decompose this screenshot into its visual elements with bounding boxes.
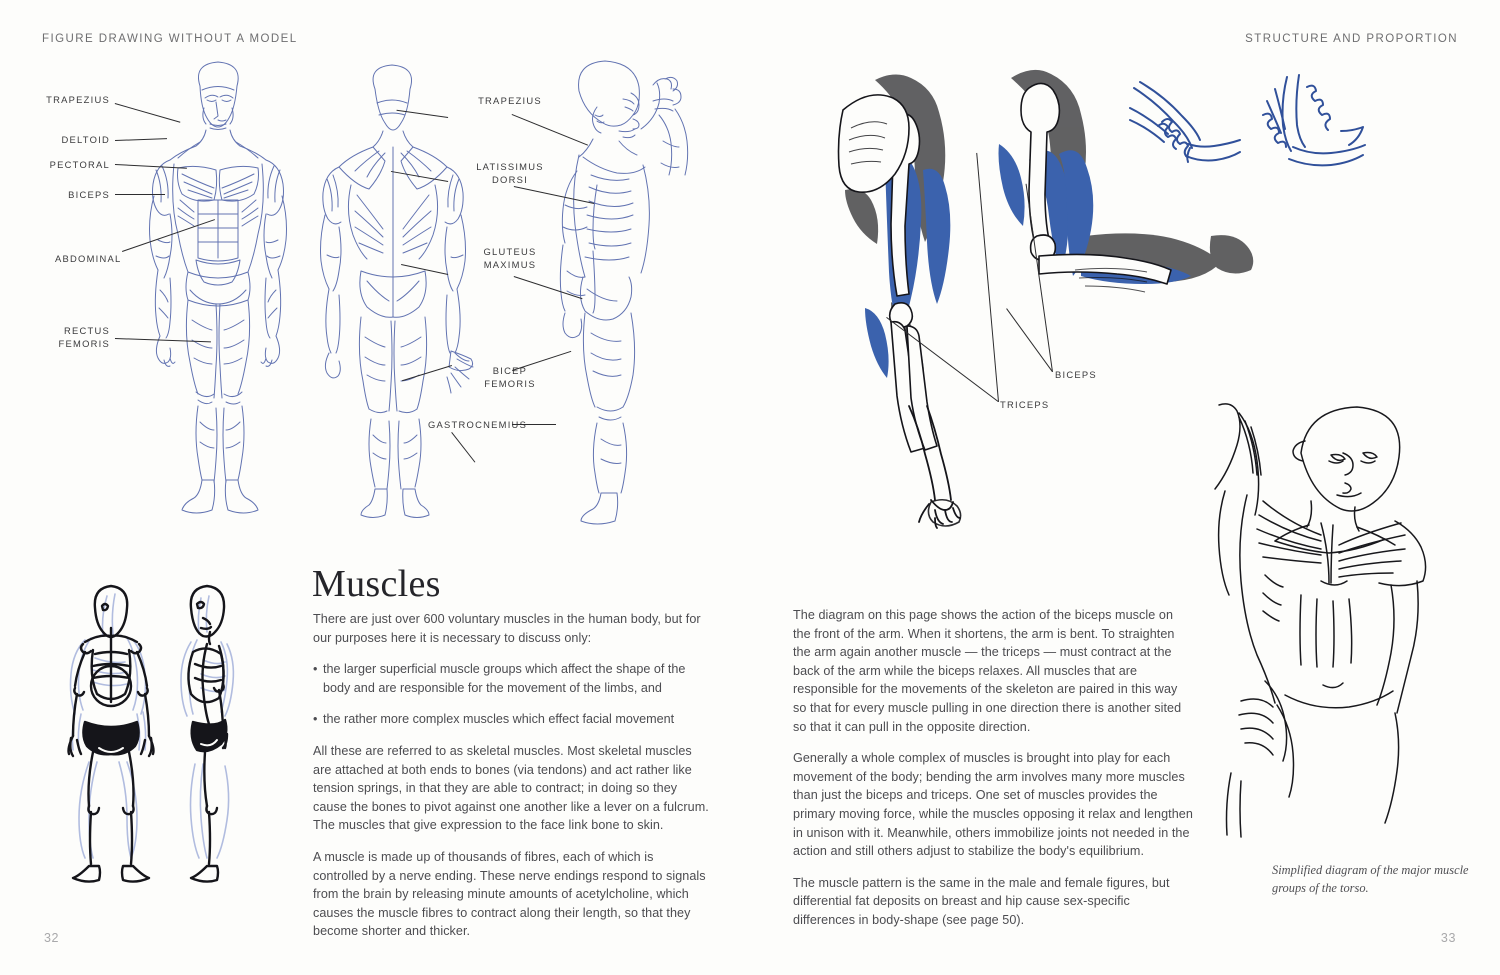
spring-diagram-flexed <box>1245 75 1370 200</box>
leader-line <box>512 424 556 425</box>
running-head-left: FIGURE DRAWING WITHOUT A MODEL <box>42 33 298 45</box>
page-title: Muscles <box>312 563 441 605</box>
callout-abdominal: ABDOMINAL <box>55 253 122 264</box>
running-head-right: STRUCTURE AND PROPORTION <box>1245 33 1458 45</box>
list-item: • the larger superficial muscle groups which affect the shape of the body and are responsible for the movement of the limbs, and <box>313 660 709 697</box>
leader-line <box>115 194 165 195</box>
spring-diagram-extended <box>1130 78 1240 198</box>
right-body-column <box>793 606 1193 943</box>
left-body-column <box>313 610 709 954</box>
callout-triceps-arm: TRICEPS <box>1000 399 1050 410</box>
callout-pectoral: PECTORAL <box>49 159 110 170</box>
callout-biceps: BICEPS <box>68 189 110 200</box>
skeleton-sketches <box>55 580 255 900</box>
callout-deltoid: DELTOID <box>61 134 110 145</box>
callout-gastrocnemius: GASTROCNEMIUS <box>428 419 528 430</box>
page-number-left: 32 <box>44 931 60 945</box>
paragraph-male-female: The muscle pattern is the same in the male and female figures, but differential fat deposits on breast and hip cause sex-specific differences in body-shape (see page 50). <box>793 875 1170 927</box>
figure-caption: Simplified diagram of the major muscle groups of the torso. <box>1272 863 1469 895</box>
paragraph-intro: There are just over 600 voluntary muscles in the human body, but for our purposes here it is necessary to discuss only: <box>313 612 701 645</box>
torso-line-drawing <box>1205 395 1475 845</box>
callout-bicep-femoris: BICEP FEMORIS <box>484 365 536 389</box>
callout-latissimus-dorsi: LATISSIMUS DORSI <box>476 161 544 185</box>
paragraph-muscle-complex: Generally a whole complex of muscles is brought into play for each movement of the body; bending the arm involves many more muscles than just the biceps and triceps. One set of muscles provides the primary moving force, while the muscles opposing it relax and lengthen in unison with it. Meanwhile, others immobilize joints not needed in the action and still others adjust to stabilize the body's equilibrium. <box>793 751 1193 859</box>
paragraph-skeletal: All these are referred to as skeletal muscles. Most skeletal muscles are attached at both ends to bones (via tendons) and act rather like tension springs, in that they are able to contract; in doing so they cause the bones to pivot against one another like a lever on a fulcrum. The muscles that give expression to the face link bone to skin. <box>313 743 709 833</box>
paragraph-fibres: A muscle is made up of thousands of fibres, each of which is controlled by a nerve ending. These nerve endings respond to signals from the brain by releasing minute amounts of acetylcholine, which causes the muscle fibres to contract along their length, so that they become shorter and thicker. <box>313 849 706 939</box>
anatomy-front-figure <box>130 50 310 530</box>
callout-trapezius-back: TRAPEZIUS <box>478 95 542 106</box>
page-number-right: 33 <box>1440 931 1456 945</box>
callout-rectus-femoris: RECTUS FEMORIS <box>58 325 110 349</box>
anatomy-back-figure <box>305 55 480 530</box>
paragraph-biceps-action: The diagram on this page shows the action of the biceps muscle on the front of the arm. When it shortens, the arm is bent. To straighten the arm again another muscle — the triceps — must contract at the back of the arm while the biceps relaxes. All muscles that are responsible for the movements of the skeleton are paired in this way so that for every muscle pulling in one direction there is another sited so that it can pull in the opposite direction. <box>793 608 1182 734</box>
callout-trapezius-front: TRAPEZIUS <box>46 94 110 105</box>
muscle-group-list <box>313 660 709 729</box>
callout-biceps-arm: BICEPS <box>1055 369 1097 380</box>
anatomy-side-figure <box>535 45 700 525</box>
list-item: • the rather more complex muscles which effect facial movement <box>313 710 709 729</box>
callout-gluteus-maximus: GLUTEUS MAXIMUS <box>483 246 537 270</box>
